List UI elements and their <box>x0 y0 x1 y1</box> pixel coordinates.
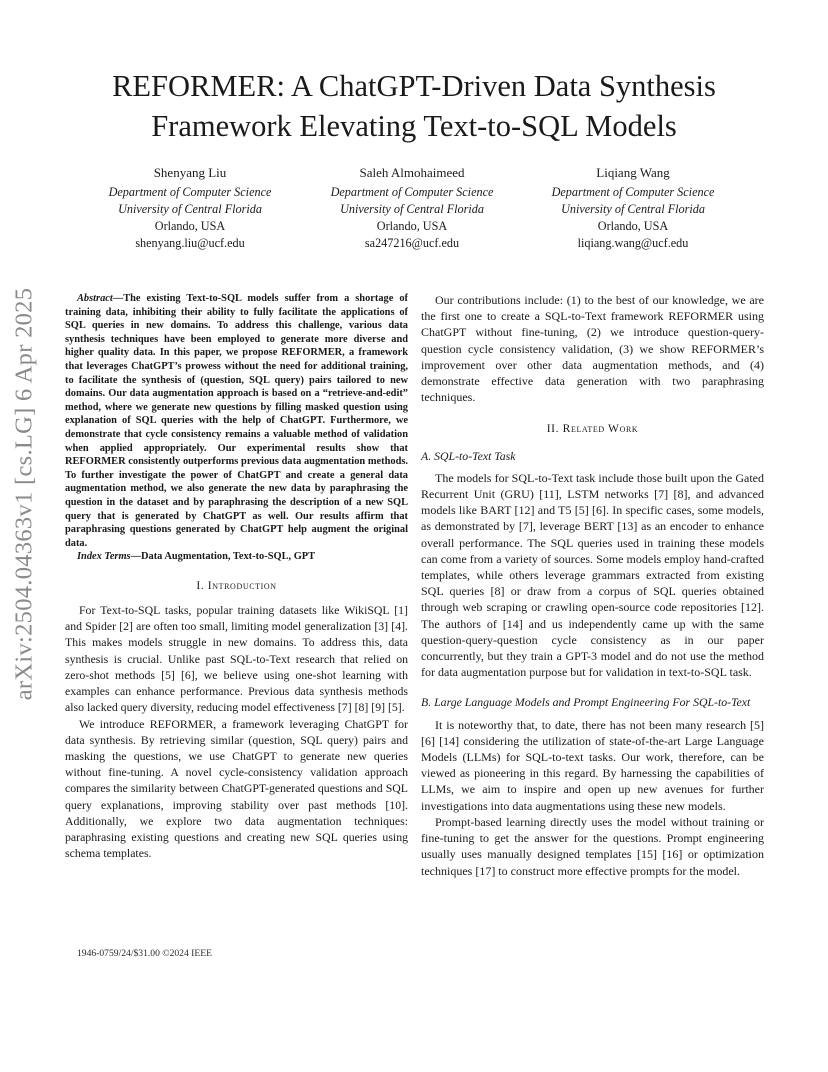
section-heading-related-work: II. Related Work <box>546 422 639 436</box>
intro-paragraph-2: We introduce REFORMER, a framework leveraging ChatGPT for data synthesis. By retrieving similar (question, SQL query) pairs and masking the questions, we use ChatGPT to generate new queries without fine-tuning. A novel cycle-consistency validation approach compares the similarity between ChatGPT-generated questions and SQL query explanations, improving stability over past methods [10]. Additionally, we explore two data augmentation techniques: paraphrasing existing questions and creating new SQL queries using schema templates. <box>65 716 408 861</box>
author-department: Department of Computer Science <box>551 185 715 199</box>
author-block-3 <box>528 164 738 252</box>
title-line-2: Framework Elevating Text-to-SQL Models <box>151 109 677 143</box>
index-terms-lead: Index Terms <box>77 551 131 563</box>
author-email: liqiang.wang@ucf.edu <box>577 236 689 250</box>
index-terms <box>65 550 408 564</box>
arxiv-sidebar-stamp <box>4 287 44 701</box>
abstract <box>65 292 408 550</box>
copyright-footnote: 1946-0759/24/$31.00 ©2024 IEEE <box>77 948 212 959</box>
author-department: Department of Computer Science <box>108 185 272 199</box>
right-column <box>421 292 764 879</box>
title-line-1: REFORMER: A ChatGPT-Driven Data Synthesis <box>112 69 716 103</box>
abstract-text: —The existing Text-to-SQL models suffer from a shortage of training data, inhibiting their ability to fully facilitate the applications of SQL queries in new domains. To address this challenge, various data synthesis techniques have been employed to generate more diverse and higher quality data. In this paper, we propose REFORMER, a framework that leverages ChatGPT’s prowess without the need for additional training, to facilitate the synthesis of (question, SQL query) pairs tailored to new domains. Our data augmentation approach is based on a “retrieve-and-edit” method, where we generate new questions by filling masked question using explanation of SQL queries with the help of ChatGPT. Furthermore, we demonstrate that cycle consistency remains a valuable method of validation when applied appropriately. Our experimental results show that REFORMER consistently outperforms previous data augmentation methods. To further investigate the power of ChatGPT and create a general data augmentation method, we also generate the new data by paraphrasing the question in the dataset and by paraphrasing the description of a new SQL query that is generated by ChatGPT as well. Our results affirm that paraphrasing questions generated by ChatGPT help augment the original data. <box>65 293 408 549</box>
sql-to-text-paragraph: The models for SQL-to-Text task include those built upon the Gated Recurrent Unit (GRU) [11], LSTM networks [7] [8], and advanced models like BART [12] and T5 [5] [6]. In specific cases, some models, as demonstrated by [7], leverage BERT [13] as an encoder to enhance overall performance. The SQL queries used in training these models can come from a variety of sources. Some models employ hand-crafted templates, while others leverage grammars extracted from existing SQL queries [8] or draw from a corpus of SQL queries obtained through web scraping or crawling open-source code repositories [12]. The authors of [14] and us independently came up with the same question-query-question cycle consistency as in our paper concurrently, but they train a GPT-3 model and do not use the method for data augmentation purpose but for validation in text-to-SQL task. <box>421 470 764 680</box>
author-name: Liqiang Wang <box>596 165 670 180</box>
author-location: Orlando, USA <box>376 219 448 233</box>
section-heading-introduction: I. Introduction <box>196 578 277 592</box>
author-name: Shenyang Liu <box>153 165 227 180</box>
author-block-1 <box>85 164 295 252</box>
contributions-paragraph: Our contributions include: (1) to the best of our knowledge, we are the first one to create a SQL-to-Text framework REFORMER using ChatGPT without fine-tuning, (2) we introduce question-query-question cycle consistency validation, (3) we show REFORMER’s improvement over other data augmentation methods, and (4) demonstrate effective data generation with two paraphrasing techniques. <box>421 293 764 405</box>
abstract-lead: Abstract <box>77 293 113 304</box>
subsection-heading-sql-to-text: A. SQL-to-Text Task <box>421 448 516 463</box>
author-university: University of Central Florida <box>340 202 484 216</box>
llm-paragraph-1: It is noteworthy that, to date, there has not been many research [5] [6] [14] considering the utilization of state-of-the-art Large Language Models (LLMs) for SQL-to-text tasks. Our work, therefore, can be viewed as pioneering in this regard. By harnessing the capabilities of LLMs, we aim to inspire and open up new avenues for further investigations into data augmentations using these new models. <box>421 717 764 813</box>
arxiv-identifier: arXiv:2504.04363v1 [cs.LG] 6 Apr 2025 <box>10 287 38 701</box>
author-email: shenyang.liu@ucf.edu <box>135 236 245 250</box>
llm-paragraph-2: Prompt-based learning directly uses the model without training or fine-tuning to get the answer for the questions. Prompt engineering usually uses manually designed templates [15] [16] or optimization techniques [17] to construct more effective prompts for the model. <box>421 814 764 878</box>
author-email: sa247216@ucf.edu <box>364 236 460 250</box>
author-university: University of Central Florida <box>118 202 262 216</box>
author-location: Orlando, USA <box>154 219 226 233</box>
subsection-heading-llm: B. Large Language Models and Prompt Engineering For SQL-to-Text <box>421 695 751 710</box>
author-department: Department of Computer Science <box>330 185 494 199</box>
author-location: Orlando, USA <box>597 219 669 233</box>
intro-paragraph-1: For Text-to-SQL tasks, popular training datasets like WikiSQL [1] and Spider [2] are often too small, limiting model generalization [3] [4]. This makes models struggle in new domains. To address this, data synthesis is crucial. Unlike past SQL-to-Text research that relied on zero-shot methods [5] [6], we believe using one-shot learning with examples can enhance performance. Previous data synthesis methods also lacked query diversity, reducing model effectiveness [7] [8] [9] [5]. <box>65 603 408 715</box>
paper-title <box>40 66 788 146</box>
author-name: Saleh Almohaimeed <box>359 165 465 180</box>
left-column <box>65 292 408 861</box>
index-terms-text: —Data Augmentation, Text-to-SQL, GPT <box>130 551 316 563</box>
author-university: University of Central Florida <box>561 202 705 216</box>
author-block-2 <box>307 164 517 252</box>
